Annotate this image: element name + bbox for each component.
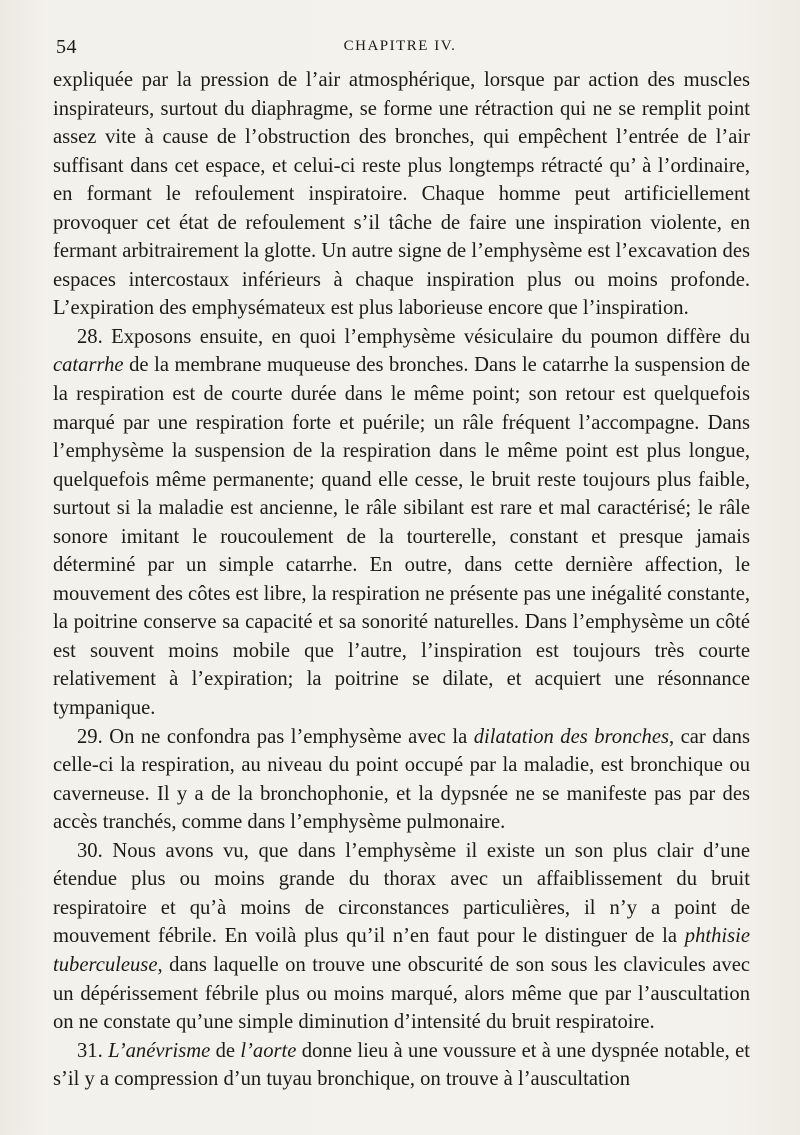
italic-term: L’anévrisme bbox=[108, 1039, 211, 1062]
paragraph-text: 28. Exposons ensuite, en quoi l’emphysème vésiculaire du poumon diffère du bbox=[77, 325, 750, 348]
paragraph-text: 29. On ne confondra pas l’emphysème avec la bbox=[77, 725, 474, 748]
paragraph-text: , dans laquelle on trouve une obscurité de son sous les clavicules avec un dépérissement fébrile plus ou moins marqué, alors même que par l’auscultation on ne constate qu’une simple diminution d’intensité du bruit respiratoire. bbox=[53, 953, 750, 1034]
paragraph bbox=[53, 323, 750, 723]
italic-term: dilatation des bronches bbox=[473, 725, 669, 748]
paragraph-text: 31. bbox=[77, 1039, 109, 1062]
body-text bbox=[53, 66, 750, 1094]
paragraph-text: de bbox=[210, 1039, 241, 1062]
paragraph-text: de la membrane muqueuse des bronches. Dans le catarrhe la suspension de la respiration est de courte durée dans le même point; son retour est quelquefois marqué par une respiration forte et puérile; un râle fréquent l’accompagne. Dans l’emphysème la suspension de la respiration dans le même point est plus longue, quelquefois même permanente; quand elle cesse, le bruit reste toujours plus faible, surtout si la maladie est ancienne, le râle sibilant est rare et mal caractérisé; le râle sonore imitant le roucoulement de la tourterelle, constant et presque jamais déterminé par un simple catarrhe. En outre, dans cette dernière affection, le mouvement des côtes est libre, la respiration ne présente pas une inégalité constante, la poitrine conserve sa capacité et sa sonorité naturelles. Dans l’emphysème un côté est souvent moins mobile que l’autre, l’inspiration est toujours très courte relativement à l’expiration; la poitrine se dilate, et acquiert une résonnance tympanique. bbox=[53, 354, 750, 720]
paragraph-text: 30. Nous avons vu, que dans l’emphysème il existe un son plus clair d’une étendue plus ou moins grande du thorax avec un affaiblissement du bruit respiratoire et qu’à moins de circonstances particulières, il n’y a point de mouvement fébrile. En voilà plus qu’il n’en faut pour le distinguer de la bbox=[53, 839, 750, 948]
page-header bbox=[50, 36, 750, 60]
running-head: CHAPITRE IV. bbox=[343, 38, 457, 54]
italic-term: catarrhe bbox=[53, 354, 124, 377]
italic-term: phthisie tuberculeuse bbox=[53, 925, 750, 976]
paragraph-text: donne lieu à une voussure et à une dyspnée notable, et s’il y a compression d’un tuyau bronchique, on trouve à l’auscultation bbox=[53, 1039, 751, 1091]
paragraph-text: , car dans celle-ci la respiration, au niveau du point occupé par la maladie, est bronchique ou caverneuse. Il y a de la bronchophonie, et la dypsnée ne se manifeste pas par des accès tranchés, comme dans l’emphysème pulmonaire. bbox=[53, 725, 750, 834]
paragraph-text: expliquée par la pression de l’air atmosphérique, lorsque par action des muscles inspirateurs, surtout du diaphragme, se forme une rétraction qui ne se remplit point assez vite à cause de l’obstruction des bronches, qui empêchent l’entrée de l’air suffisant dans cet espace, et celui-ci reste plus longtemps rétracté qu’ à l’ordinaire, en formant le refoulement inspiratoire. Chaque homme peut artificiellement provoquer cet état de refoulement s’il tâche de faire une inspiration violente, en fermant arbitrairement la glotte. Un autre signe de l’emphysème est l’excavation des espaces intercostaux inférieurs à chaque inspiration plus ou moins profonde. L’expiration des emphysémateux est plus laborieuse encore que l’inspiration. bbox=[53, 69, 750, 320]
paragraph bbox=[53, 1037, 750, 1094]
paragraph bbox=[53, 66, 750, 323]
page-number: 54 bbox=[56, 36, 77, 58]
italic-term: l’aorte bbox=[240, 1039, 297, 1062]
paragraph bbox=[53, 723, 750, 837]
paragraph bbox=[53, 837, 750, 1037]
